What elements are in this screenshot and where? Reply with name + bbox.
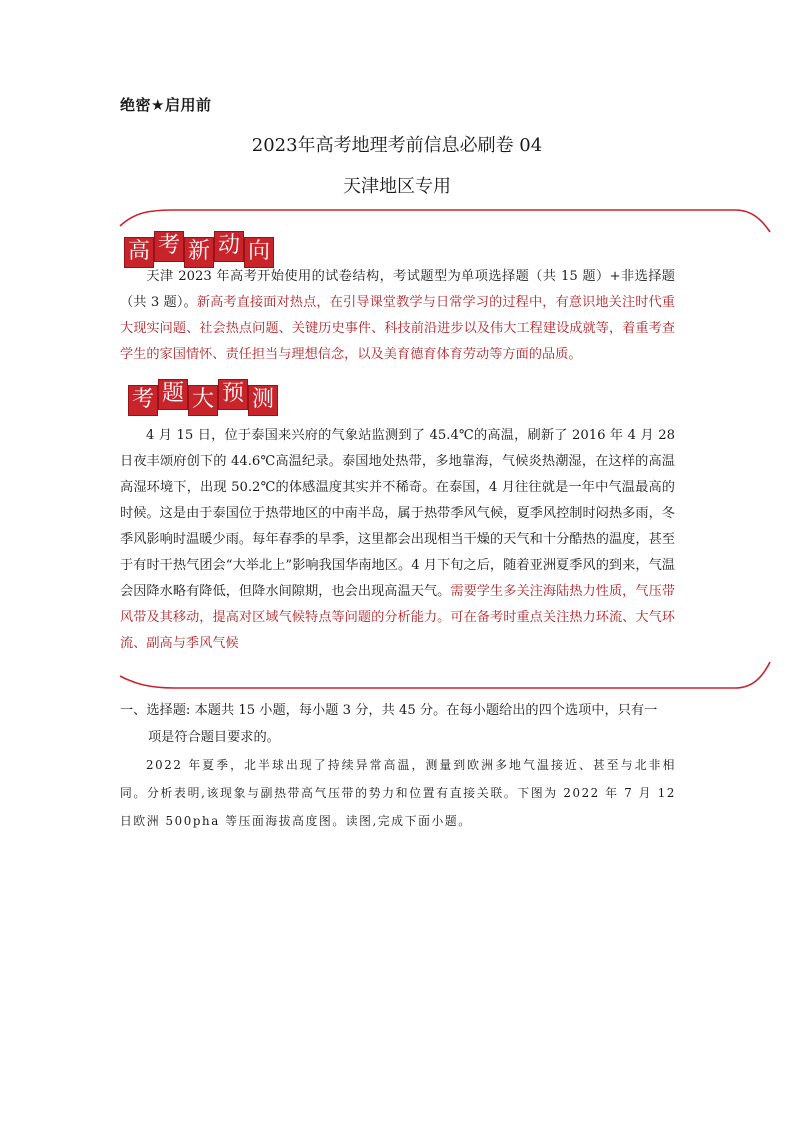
banner-char: 预: [218, 379, 248, 410]
banner-char: 题: [158, 379, 188, 410]
section2-paragraph: [120, 423, 675, 657]
page-subtitle: 天津地区专用: [343, 176, 451, 197]
paragraph-text: 天津 2023 年高考开始使用的试卷结构，考试题型为单项选择题（共 15 题）+非选择题（共 3 题）。: [120, 269, 675, 310]
banner-char: 动: [214, 231, 244, 262]
banner-kaoti-da-yuce: [128, 379, 278, 416]
intro-line: 项是符合题目要求的。: [148, 730, 280, 745]
section1-paragraph: [120, 264, 675, 368]
question-section-intro: [120, 697, 680, 751]
paragraph-text: 4 月 15 日，位于泰国来兴府的气象站监测到了 45.4℃的高温，刷新了 2016 年 4 月 28 日夜丰颂府创下的 44.6℃高温纪录。泰国地处热带，多地靠海，气候炎热潮湿，在这样的高温高湿环境下，出现 50.2℃的体感温度其实并不稀奇。在泰国，4 月往往就是一年中气温最高的时候。这是由于泰国位于热带地区的中南半岛，属于热带季风气候，夏季风控制时闷热多雨，冬季风影响时温暖少雨。每年春季的旱季，这里都会出现相当干燥的天气和十分酷热的温度，甚至于有时干热气团会“大举北上”影响我国华南地区。4 月下旬之后，随着亚洲夏季风的到来，气温会因降水略有降低，但降水间隙期，也会出现高温天气。: [120, 428, 675, 599]
banner-char: 测: [248, 385, 278, 416]
paragraph-red-text: 新高考直接面对热点，在引导课堂教学与日常学习的过程中，有意识地关注时代重大现实问题、社会热点问题、关键历史事件、科技前沿进步以及伟大工程建设成就等，着重考查学生的家国情怀、责任担当与理想信念，以及美育德育体育劳动等方面的品质。: [120, 295, 675, 362]
secret-label: 绝密★启用前: [120, 96, 212, 114]
question-stem: [120, 751, 676, 835]
frame-top-curve: [120, 210, 770, 232]
banner-char: 大: [188, 385, 218, 416]
banner-char: 向: [244, 237, 274, 268]
stem-text: 2022 年夏季，北半球出现了持续异常高温，测量到欧洲多地气温接近、甚至与北非相同。分析表明,该现象与副热带高气压带的势力和位置有直接关联。下图为 2022 年 7 月 12 日欧洲 500pha 等压面海拔高度图。读图,完成下面小题。: [120, 758, 676, 828]
banner-gaokao-xin-dongxiang: [124, 231, 274, 268]
paragraph-red-text: 需要学生多关注海陆热力性质，气压带风带及其移动，提高对区域气候特点等问题的分析能力。可在备考时重点关注热力环流、大气环流、副高与季风气候: [120, 584, 676, 651]
page-title: 2023年高考地理考前信息必刷卷 04: [251, 135, 543, 156]
intro-line: 一、选择题: 本题共 15 小题，每小题 3 分，共 45 分。在每小题给出的四个选项中，只有一: [120, 703, 658, 718]
banner-char: 高: [124, 237, 154, 268]
banner-char: 新: [184, 237, 214, 268]
banner-char: 考: [128, 385, 158, 416]
banner-char: 考: [154, 231, 184, 262]
frame-bottom-curve: [120, 662, 770, 688]
